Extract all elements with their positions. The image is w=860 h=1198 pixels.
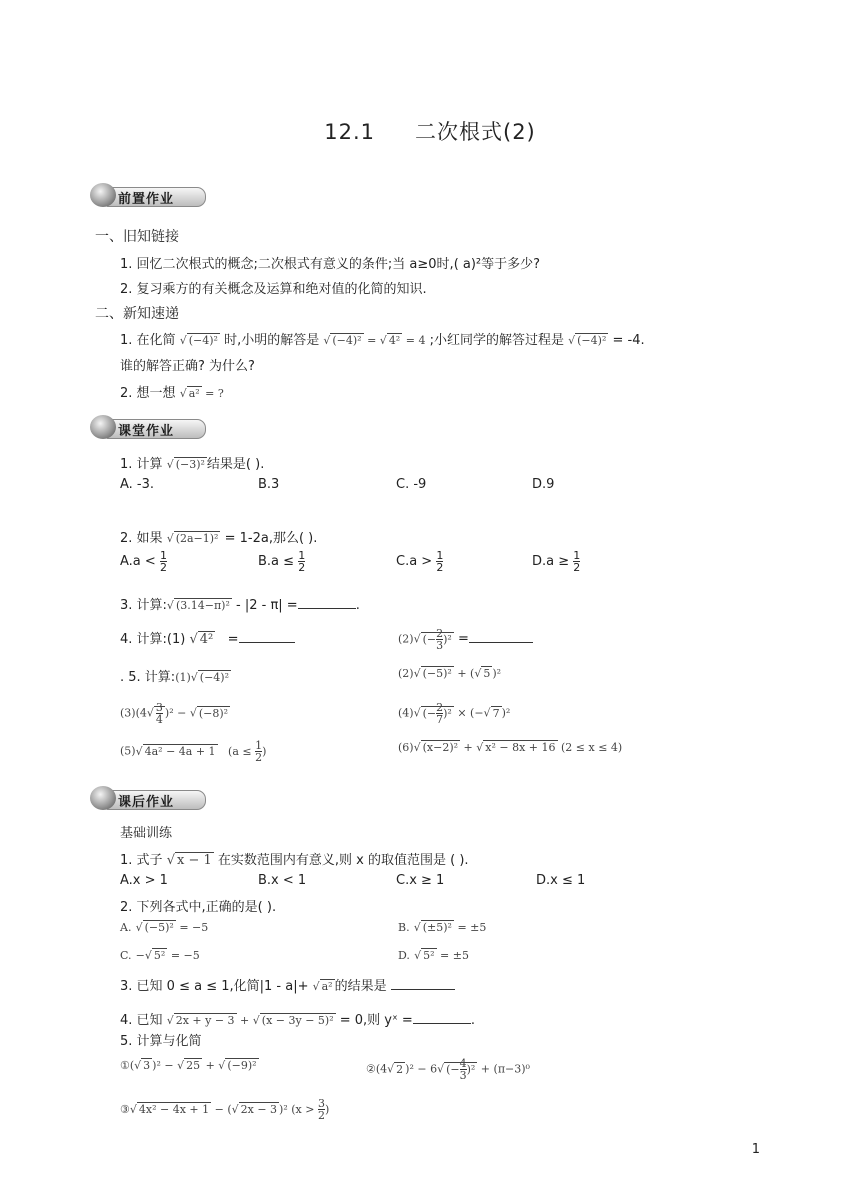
option-c: C. -9 <box>396 477 427 492</box>
banner-class-homework <box>90 414 206 440</box>
option-a: A. -3. <box>120 477 155 492</box>
section-heading: 一、旧知链接 <box>95 229 179 245</box>
question-text: 谁的解答正确? 为什么? <box>120 359 255 374</box>
banner-label: 前置作业 <box>118 192 175 207</box>
question-text: 1. 计算 √ (−3)² 结果是( ). <box>120 457 265 472</box>
question-text: 3. 计算:√ (3.14−π)² - |2 - π| = . <box>120 598 360 613</box>
question-text: (5)√ 4a² − 4a + 1 (a ≤ $\frac{1}{2}$ ) <box>120 739 267 764</box>
option-c: C. −√ 5² = −5 <box>120 949 200 962</box>
banner-pre-homework <box>90 182 206 208</box>
question-text: (2)√ (− $\frac{2}{3}$ )² = <box>398 628 533 651</box>
question-text: (6)√ (x−2)² + √ x² − 8x + 16 (2 ≤ x ≤ 4) <box>398 741 623 754</box>
question-text: 2. 如果 √ (2a−1)² = 1-2a,那么( ). <box>120 531 318 546</box>
title-number: 12.1 <box>324 120 375 144</box>
question-text: 4. 计算:(1) √ 4² = <box>120 628 295 647</box>
option-a: A. √ (−5)² = −5 <box>120 921 209 934</box>
question-text: 1. 回忆二次根式的概念;二次根式有意义的条件;当 a≥0时,( a)²等于多少? <box>120 257 541 272</box>
question-text: 5. 计算与化简 <box>120 1034 202 1049</box>
question-text: (4)√ (− $\frac{2}{7}$ )² × (−√ 7 )² <box>398 701 511 726</box>
option-a: A.x > 1 <box>120 873 168 888</box>
option-d: D.x ≤ 1 <box>536 873 586 888</box>
option-d: D.9 <box>532 477 555 492</box>
option-d: D. √ 5² = ±5 <box>398 949 469 962</box>
option-c: C.x ≥ 1 <box>396 873 445 888</box>
banner-icon <box>90 415 116 439</box>
option-d: D.a ≥ $\frac{1}{2}$ <box>532 549 581 574</box>
banner-icon <box>90 183 116 207</box>
question-text: 1. 在化简 √ (−4)² 时,小明的解答是 √ (−4)² = √ 4² = 4 ;小红同学的解答过程是 √ (−4)² = -4. <box>120 333 645 348</box>
option-c: C.a > $\frac{1}{2}$ <box>396 549 444 574</box>
expression-3: ③√ 4x² − 4x + 1 − (√ 2x − 3 )² (x > $\frac{3}{2}$ ) <box>120 1097 330 1122</box>
question-text: (2)√ (−5)² + (√ 5 )² <box>398 667 502 680</box>
banner-icon <box>90 786 116 810</box>
expression-1: ①(√ 3 )² − √ 25 + √ (−9)² <box>120 1059 257 1072</box>
section-heading: 二、新知速递 <box>95 306 179 322</box>
option-b: B.x < 1 <box>258 873 307 888</box>
banner-label: 课后作业 <box>118 795 175 810</box>
banner-after-homework <box>90 785 206 811</box>
question-text: 2. 想一想 √ a² = ? <box>120 386 224 401</box>
banner-label: 课堂作业 <box>118 424 175 439</box>
option-b: B.3 <box>258 477 280 492</box>
question-text: 4. 已知 √ 2x + y − 3 + √ (x − 3y − 5)² = 0,则 yˣ = . <box>120 1013 475 1028</box>
expression-2: ②(4√ 2 )² − 6√ (− $\frac{4}{3}$ )² + (π−3)⁰ <box>366 1057 530 1082</box>
question-text: 2. 复习乘方的有关概念及运算和绝对值的化简的知识. <box>120 282 427 297</box>
question-text: 2. 下列各式中,正确的是( ). <box>120 900 277 915</box>
page-number: 1 <box>751 1142 760 1157</box>
question-text: 3. 已知 0 ≤ a ≤ 1,化简|1 - a|+ √ a² 的结果是 <box>120 975 455 994</box>
option-b: B.a ≤ $\frac{1}{2}$ <box>258 549 306 574</box>
page-title <box>0 116 860 146</box>
option-a: A.a < $\frac{1}{2}$ <box>120 549 167 574</box>
subheading: 基础训练 <box>120 826 173 841</box>
option-b: B. √ (±5)² = ±5 <box>398 921 487 934</box>
question-text: . 5. 计算:(1)√ (−4)² <box>120 670 230 685</box>
title-text: 二次根式(2) <box>415 120 536 144</box>
question-text: (3)(4√ $\frac{3}{4}$ )² − √ (−8)² <box>120 701 229 726</box>
question-text: 1. 式子 √ x − 1 在实数范围内有意义,则 x 的取值范围是 ( ). <box>120 853 469 868</box>
